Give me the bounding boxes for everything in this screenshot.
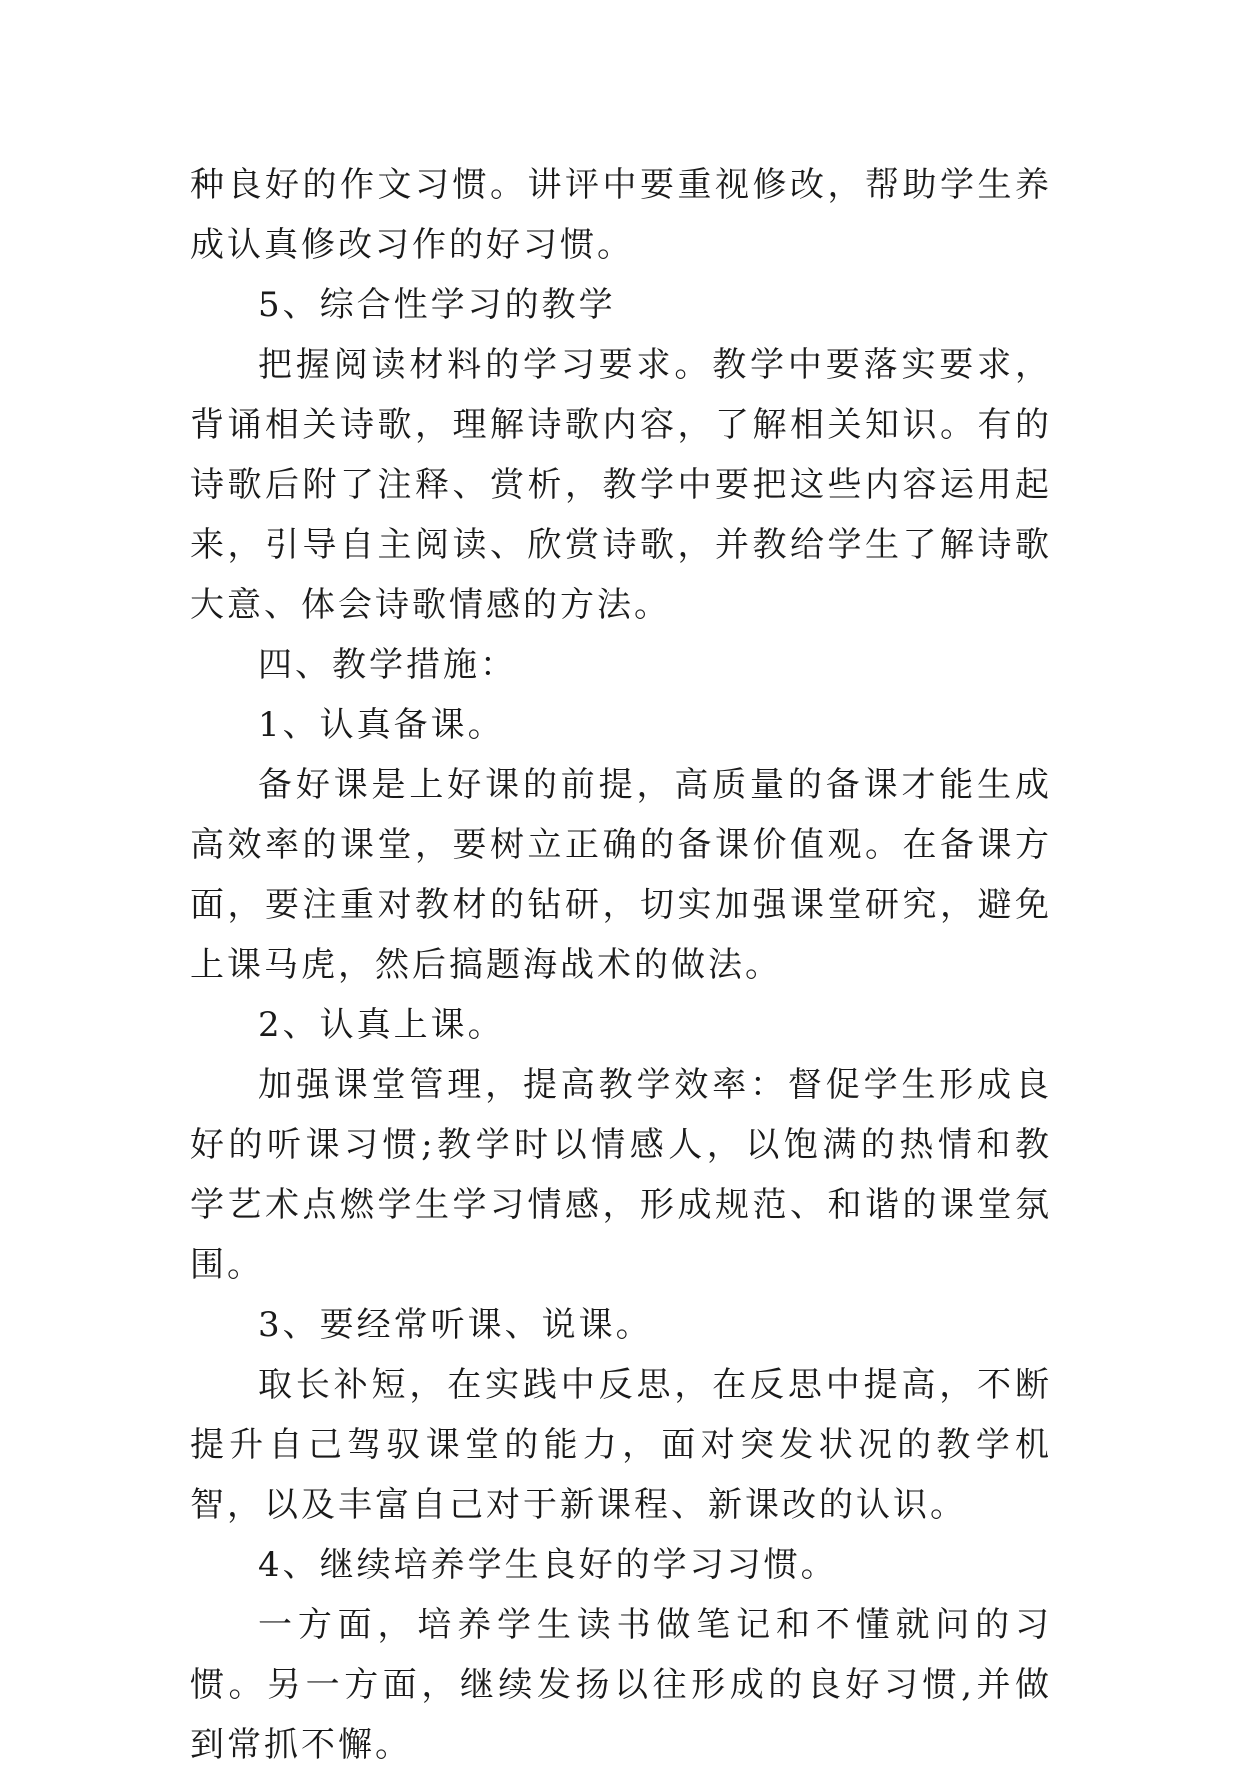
paragraph-reflection: 取长补短，在实践中反思，在反思中提高，不断提升自己驾驭课堂的能力，面对突发状况的教学机智，以及丰富自己对于新课程、新课改的认识。 [190, 1365, 1052, 1525]
paragraph-classroom-management: 加强课堂管理，提高教学效率：督促学生形成良好的听课习惯;教学时以情感人，以饱满的热情和教学艺术点燃学生学习情感，形成规范、和谐的课堂氛围。 [190, 1065, 1052, 1285]
paragraph-continuation: 种良好的作文习惯。讲评中要重视修改，帮助学生养成认真修改习作的好习惯。 [190, 165, 1052, 265]
document-page [190, 155, 1052, 1775]
paragraph-reading-requirements: 把握阅读材料的学习要求。教学中要落实要求，背诵相关诗歌，理解诗歌内容，了解相关知识。有的诗歌后附了注释、赏析，教学中要把这些内容运用起来，引导自主阅读、欣赏诗歌，并教给学生了解诗歌大意、体会诗歌情感的方法。 [190, 345, 1052, 625]
paragraph-study-habits: 一方面，培养学生读书做笔记和不懂就问的习惯。另一方面，继续发扬以往形成的良好习惯,并做到常抓不懈。 [190, 1605, 1052, 1765]
heading-observe-lessons: 3、要经常听课、说课。 [258, 1305, 653, 1345]
heading-teach-lessons: 2、认真上课。 [258, 1005, 505, 1045]
heading-study-habits: 4、继续培养学生良好的学习习惯。 [258, 1545, 838, 1585]
heading-teaching-measures: 四、教学措施： [258, 645, 517, 685]
heading-comprehensive-learning: 5、综合性学习的教学 [258, 285, 616, 325]
heading-prepare-lessons: 1、认真备课。 [258, 705, 505, 745]
paragraph-prepare-lessons: 备好课是上好课的前提，高质量的备课才能生成高效率的课堂，要树立正确的备课价值观。在备课方面，要注重对教材的钻研，切实加强课堂研究，避免上课马虎，然后搞题海战术的做法。 [190, 765, 1052, 985]
